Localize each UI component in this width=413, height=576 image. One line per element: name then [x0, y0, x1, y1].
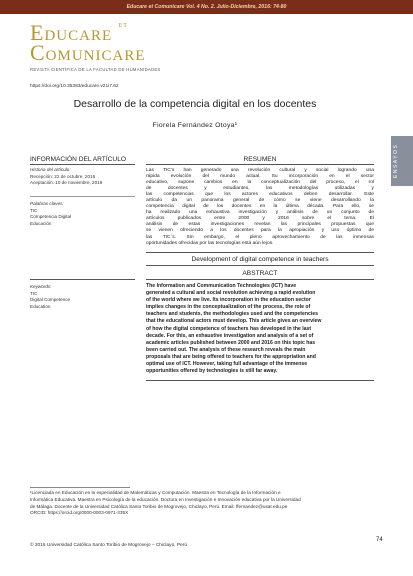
abstract-line: The Information and Communication Technologies (ICT) have	[146, 283, 297, 289]
divider	[146, 380, 374, 381]
footnote-line: ¹Licenciada en Educación en la especialidad de Matemáticas y Computación. Maestra en Tecnología de la Información e	[30, 490, 281, 495]
doi-link[interactable]: https://doi.org/10.35383/educare.v21i7.62	[30, 84, 119, 89]
resumen-line: ha realizado una exhaustiva investigación y análisis de un conjunto de	[146, 210, 374, 216]
resumen-line: análisis de estas investigaciones revelan las principales propuestas que	[146, 222, 374, 228]
keywords-en	[30, 284, 70, 310]
resumen-line: se vienen ofreciendo a los docentes para la apropiación y uso óptimo de	[146, 228, 374, 234]
keywords-en-label: Keywords:	[30, 284, 52, 289]
footnote-line: de Málaga. Docente de la Universidad Católica Santo Toribio de Mogrovejo, Chiclayo, Perú. Email: ffernandez@usat.edu.pe	[30, 503, 288, 509]
logo-subtitle: REVISTA CIENTÍFICA DE LA FACULTAD DE HUMANIDADES	[30, 67, 161, 72]
article-author: Fiorela Fernández Otoya¹	[152, 122, 238, 129]
keywords-es	[30, 201, 71, 227]
accepted-date: Aceptación: 10 de noviembre, 2016	[30, 180, 103, 185]
resumen-line: Las TIC’s han generado una revolución cultural y social logrando una	[146, 168, 374, 173]
abstract-line: opportunities offered by technologies is still far away.	[146, 368, 278, 375]
section-side-tab-label: ENSAYOS	[393, 143, 399, 179]
resumen-line: las TIC´s. Sin embargo, el pleno aprovechamiento de las inmensas	[146, 234, 374, 240]
keywords-es-label: Palabras claves:	[30, 201, 64, 206]
resumen-line: competencia digital de los docentes en la última década. Para ello, se	[146, 204, 374, 210]
abstract-line: optimal use of ICT. However, taking full advantage of the immense	[146, 361, 308, 368]
logo-word-et: et	[118, 20, 128, 29]
received-date: Recepción: 22 de octubre, 2016	[30, 173, 96, 179]
article-info-heading: INFORMACIÓN DEL ARTÍCULO	[30, 156, 126, 163]
abstract-line: of the world where we live. Its incorporation in the education sector	[146, 297, 311, 304]
history-label: Historia del artículo:	[30, 167, 71, 172]
resumen-line: artículos publicados entre 2000 y 2016 sobre el tema. El	[146, 216, 374, 222]
abstract-line: that the educational actors must develop. This article gives an overview	[146, 318, 322, 325]
divider	[30, 164, 135, 165]
footnote-line: ORCID: https://orcid.org/0000-0003-0971-335X	[30, 510, 129, 516]
resumen-line: oportunidades ofrecidas por las tecnologías está aún lejos.	[146, 240, 274, 246]
keyword-item: TIC	[30, 290, 38, 296]
divider	[30, 279, 135, 280]
resumen-line: de docentes y estudiantes, las metodologías utilizadas y	[146, 186, 374, 192]
resumen-line: rápida evolución del mundo actual. Su incorporación en el sector	[146, 174, 374, 180]
keyword-item: Educación	[30, 220, 52, 226]
page-number: 74	[376, 537, 383, 543]
divider	[146, 164, 374, 165]
divider	[146, 252, 374, 253]
resumen-text	[146, 168, 374, 247]
keyword-item: Competencia Digital	[30, 214, 72, 219]
abstract-heading: ABSTRACT	[242, 270, 278, 277]
article-history	[30, 167, 102, 187]
divider	[30, 196, 135, 197]
journal-logo	[30, 20, 360, 80]
author-footnote	[30, 490, 301, 517]
abstract-line: been carried out. The analysis of these research reveals the main	[146, 346, 306, 353]
abstract-line: of how the digital competence of teachers has developed in the last	[146, 325, 312, 332]
footnote-divider	[30, 487, 130, 488]
abstract-line: decade. For this, an exhaustive investigation and analysis of a set of	[146, 332, 314, 339]
resumen-line: educativo, supone cambios en la conceptualización del proceso, el rol	[146, 180, 374, 186]
footnote-line: Informática Educativa. Maestra en Psicología de la educación. Doctora en Investigación e Innovación educativa por la Universidad	[30, 496, 301, 502]
resumen-line: artículo da un panorama general de cómo se viene desarrollando la	[146, 198, 374, 204]
abstract-line: proposals that are being offered to teachers for the appropriation and	[146, 353, 316, 360]
keyword-item: Digital Competence	[30, 297, 71, 302]
divider	[146, 279, 374, 280]
keyword-item: Education	[30, 303, 51, 309]
english-title: Development of digital competence in teachers	[191, 256, 329, 263]
keyword-item: TIC	[30, 207, 38, 213]
abstract-line: implies changes in the conceptualization of the process, the role of	[146, 304, 311, 311]
journal-issue-line: Educare et Comunicare Vol. 4 No. 2. Julio-Diciembre, 2016: 74-80	[126, 4, 287, 10]
article-title: Desarrollo de la competencia digital en los docentes	[73, 98, 317, 110]
copyright-footer: © 2016 Universidad Católica Santo Toribio de Mogrovejo – Chiclayo, Perú	[30, 543, 188, 548]
abstract-line: teachers and students, the methodologies used and the competencies	[146, 311, 318, 318]
abstract-line: generated a cultural and social revolution achieving a rapid evolution	[146, 290, 316, 297]
logo-word-educare: Educare	[30, 20, 113, 45]
resumen-line: las competencias que los actores educativos deben desarrollar. Este	[146, 192, 374, 198]
divider	[146, 265, 374, 266]
journal-header-bar	[0, 0, 413, 14]
resumen-heading: RESUMEN	[243, 156, 277, 163]
logo-word-comunicare: Comunicare	[30, 40, 146, 65]
abstract-text	[146, 283, 374, 375]
abstract-line: academic articles published between 2000 and 2016 on this topic has	[146, 339, 316, 346]
